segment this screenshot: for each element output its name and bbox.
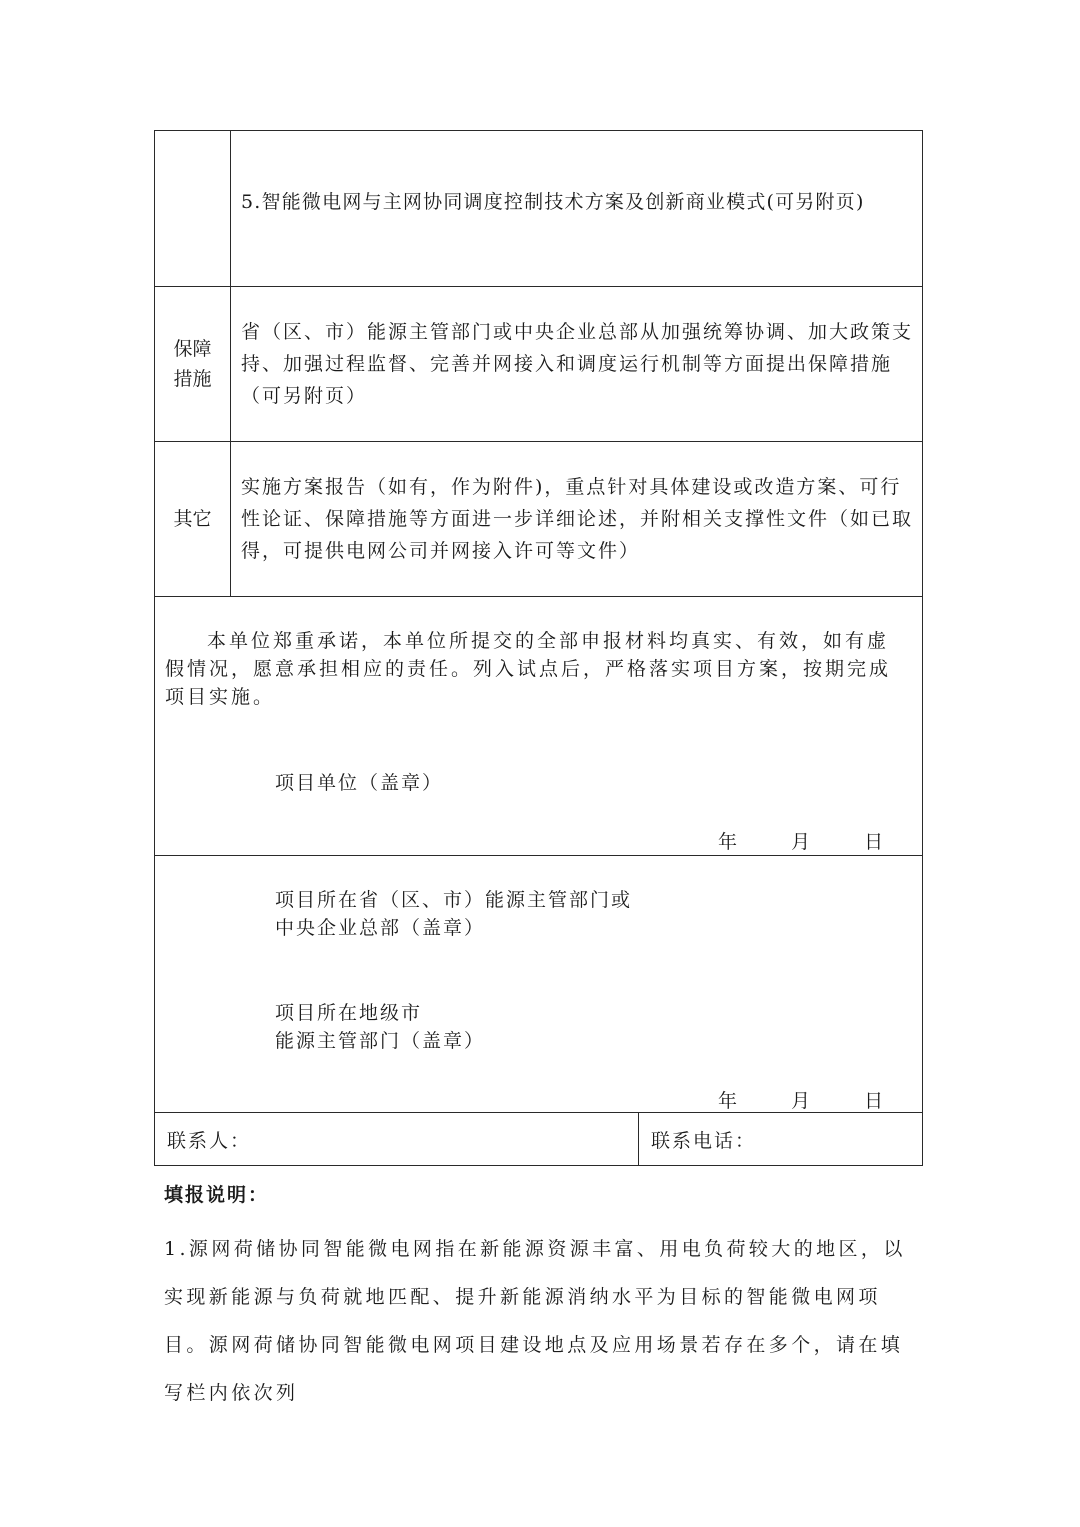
- project-unit-seal: 项目单位（盖章）: [275, 772, 444, 794]
- application-form-table: [154, 130, 923, 1166]
- other-label-cell: [155, 442, 231, 597]
- row-other: [155, 442, 923, 597]
- province-dept-line2: 中央企业总部（盖章）: [275, 917, 486, 939]
- city-dept-line2: 能源主管部门（盖章）: [275, 1030, 486, 1052]
- commitment-day: 日: [864, 831, 884, 853]
- row-tech-scheme: [155, 131, 923, 287]
- approval-day: 日: [864, 1090, 884, 1112]
- guarantee-content-cell: [231, 287, 923, 442]
- approval-year: 年: [718, 1090, 738, 1112]
- row-guarantee: [155, 287, 923, 442]
- row-contact: [155, 1113, 923, 1166]
- tech-label-cell: [155, 131, 231, 287]
- province-dept-line1: 项目所在省（区、市）能源主管部门或: [275, 889, 633, 911]
- filling-instructions: [164, 1180, 924, 1417]
- guarantee-content: 省（区、市）能源主管部门或中央企业总部从加强统筹协调、加大政策支持、加强过程监督、完善并网接入和调度运行机制等方面提出保障措施（可另附页）: [241, 321, 914, 407]
- commitment-date: [718, 827, 883, 854]
- approval-cell: [155, 856, 923, 1113]
- tech-content-cell: [231, 131, 923, 287]
- commitment-cell: [155, 597, 923, 856]
- other-content: 实施方案报告（如有，作为附件)，重点针对具体建设或改造方案、可行性论证、保障措施等方面进一步详细论述，并附相关支撑性文件（如已取得，可提供电网公司并网接入许可等文件）: [241, 476, 914, 562]
- other-content-cell: [231, 442, 923, 597]
- commitment-year: 年: [718, 831, 738, 853]
- contact-phone-cell[interactable]: [639, 1113, 923, 1166]
- contact-person-label: 联系人：: [167, 1129, 252, 1152]
- row-commitment: [155, 597, 923, 856]
- row-approval: [155, 856, 923, 1113]
- guarantee-label-cell: [155, 287, 231, 442]
- commitment-text: 本单位郑重承诺，本单位所提交的全部申报材料均真实、有效，如有虚假情况，愿意承担相应的责任。列入试点后，严格落实项目方案，按期完成项目实施。: [165, 630, 892, 708]
- instructions-item-1: 1.源网荷储协同智能微电网指在新能源资源丰富、用电负荷较大的地区，以实现新能源与负荷就地匹配、提升新能源消纳水平为目标的智能微电网项目。源网荷储协同智能微电网项目建设地点及应用场景若存在多个，请在填写栏内依次列: [164, 1238, 906, 1404]
- instructions-title: 填报说明：: [164, 1184, 270, 1206]
- guarantee-label: 保障措施: [173, 338, 212, 390]
- contact-phone-label: 联系电话：: [651, 1129, 757, 1152]
- other-label: 其它: [173, 508, 212, 530]
- approval-month: 月: [791, 1090, 811, 1112]
- tech-content: 5.智能微电网与主网协同调度控制技术方案及创新商业模式(可另附页): [241, 190, 865, 213]
- approval-date: [718, 1086, 883, 1113]
- commitment-month: 月: [791, 831, 811, 853]
- contact-person-cell[interactable]: [155, 1113, 639, 1166]
- city-dept-line1: 项目所在地级市: [275, 1002, 423, 1024]
